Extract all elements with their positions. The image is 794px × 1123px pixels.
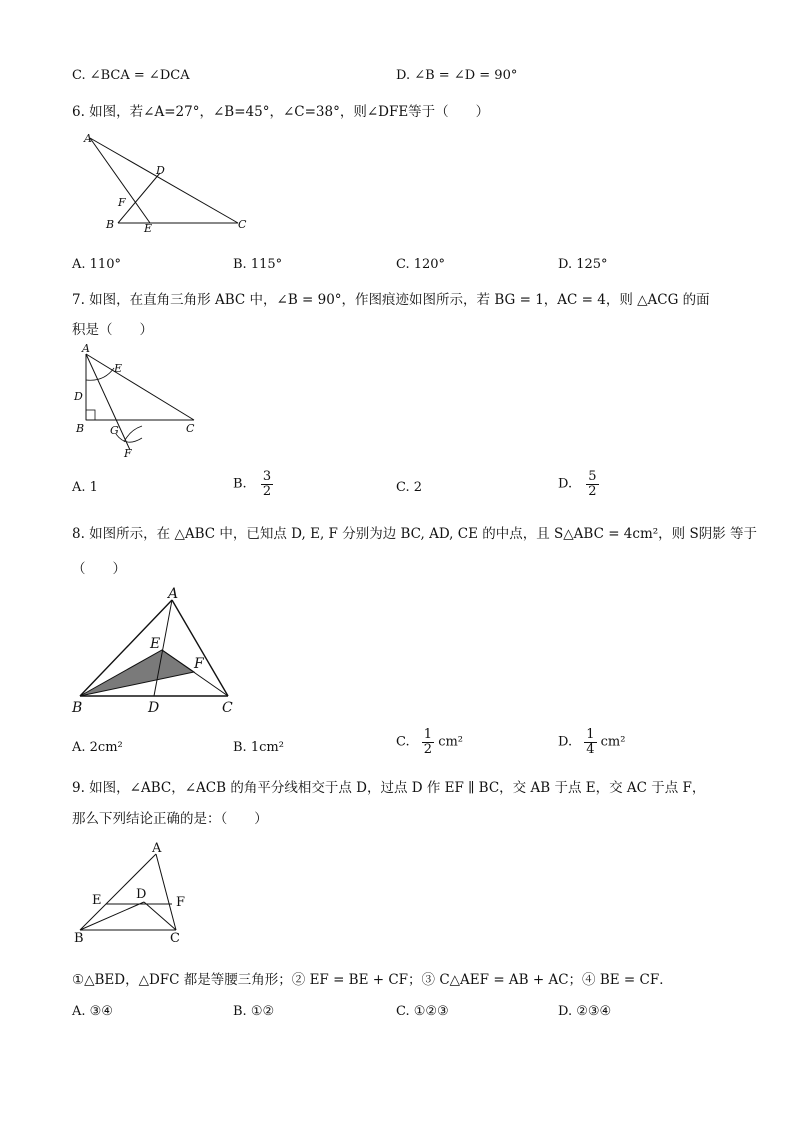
q9-label-d: D	[136, 887, 147, 902]
q6-label-d: D	[156, 164, 165, 177]
q7-stem-line1: 7. 如图，在直角三角形 ABC 中，∠B = 90°，作图痕迹如图所示，若 BG = 1，AC = 4，则 △ACG 的面	[72, 292, 710, 308]
q9-label-b: B	[74, 931, 84, 946]
q6-label-f: F	[118, 196, 126, 209]
q7-label-f: F	[124, 447, 132, 460]
q9-statements: ①△BED，△DFC 都是等腰三角形；② EF = BE + CF；③ C△AEF = AB + AC；④ BE = CF．	[72, 972, 673, 988]
q9-label-f: F	[176, 895, 186, 910]
q7-figure	[72, 342, 212, 462]
q9-figure	[72, 840, 202, 950]
q8-label-c: C	[222, 700, 233, 716]
q6-label-a: A	[84, 132, 92, 145]
q9-label-e: E	[92, 893, 102, 908]
q7-stem-line2: 积是（ ）	[72, 322, 153, 338]
q8-option-b: B. 1cm²	[233, 740, 284, 755]
q7-label-c: C	[186, 422, 195, 435]
q7-label-e: E	[114, 362, 123, 375]
q9-option-c: C. ①②③	[396, 1004, 449, 1019]
q6-stem: 6. 如图，若∠A=27°，∠B=45°，∠C=38°，则∠DFE等于（ ）	[72, 104, 490, 120]
q8-stem-line2: （ ）	[72, 561, 126, 577]
q8-label-e: E	[150, 636, 161, 652]
q9-label-a: A	[152, 841, 162, 856]
q8-option-a: A. 2cm²	[72, 740, 123, 755]
q7-label-g: G	[110, 424, 119, 437]
q8-label-f: F	[194, 656, 204, 672]
q8-figure	[70, 588, 240, 718]
q6-option-c: C. 120°	[396, 257, 446, 272]
q7-option-a: A. 1	[72, 480, 98, 495]
q9-stem-line2: 那么下列结论正确的是：（ ）	[72, 811, 268, 827]
q6-figure	[78, 128, 258, 238]
q7-option-c: C. 2	[396, 480, 423, 495]
q8-label-d: D	[148, 700, 160, 716]
q7-option-b: B. $\frac{3}{2}$	[233, 469, 272, 499]
q7-label-a: A	[82, 342, 90, 355]
q7-option-d: D. $\frac{5}{2}$	[558, 469, 597, 499]
q6-option-d: D. 125°	[558, 257, 608, 272]
q7-label-d: D	[74, 390, 83, 403]
q9-label-c: C	[170, 931, 180, 946]
q6-option-b: B. 115°	[233, 257, 283, 272]
q8-option-d: D. $\frac{1}{4}$ cm²	[558, 727, 626, 757]
q8-label-b: B	[72, 700, 83, 716]
q7-label-b: B	[76, 422, 85, 435]
q8-stem-line1: 8. 如图所示，在 △ABC 中，已知点 D, E, F 分别为边 BC, AD, CE 的中点，且 S△ABC = 4cm²，则 S阴影 等于	[72, 526, 757, 542]
q9-option-a: A. ③④	[72, 1004, 113, 1019]
q9-option-b: B. ①②	[233, 1004, 275, 1019]
q9-option-d: D. ②③④	[558, 1004, 612, 1019]
q6-label-e: E	[144, 222, 153, 235]
q6-label-b: B	[106, 218, 115, 231]
q8-label-a: A	[168, 586, 179, 602]
q5-option-c: C. ∠BCA = ∠DCA	[72, 68, 190, 83]
q8-option-c: C. $\frac{1}{2}$ cm²	[396, 727, 464, 757]
q6-option-a: A. 110°	[72, 257, 121, 272]
q5-option-d: D. ∠B = ∠D = 90°	[396, 68, 518, 83]
q6-label-c: C	[238, 218, 247, 231]
q9-stem-line1: 9. 如图，∠ABC，∠ACB 的角平分线相交于点 D，过点 D 作 EF ∥ BC，交 AB 于点 E，交 AC 于点 F，	[72, 780, 706, 796]
